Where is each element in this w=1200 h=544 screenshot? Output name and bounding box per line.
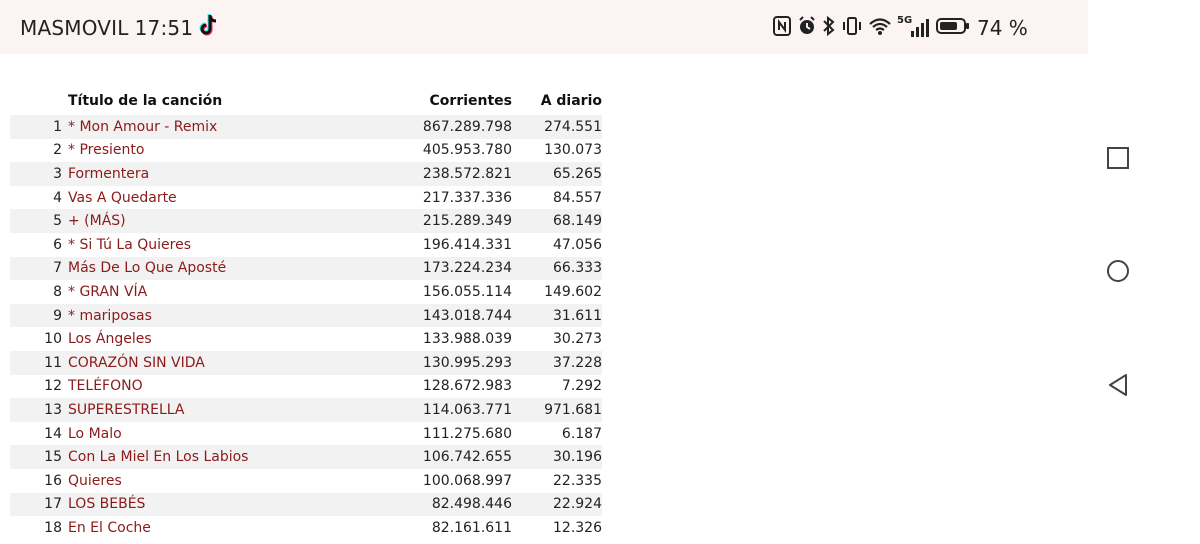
nfc-icon [772, 15, 792, 41]
song-title-link[interactable]: * GRAN VÍA [68, 283, 148, 300]
row-streams: 114.063.771 [410, 398, 512, 422]
row-daily: 274.551 [512, 115, 602, 139]
circle-icon [1106, 259, 1130, 283]
bluetooth-icon [822, 15, 836, 41]
row-daily: 68.149 [512, 209, 602, 233]
row-daily: 30.273 [512, 327, 602, 351]
table-row [10, 304, 602, 328]
clock-time: 17:51 [134, 15, 194, 40]
recents-button[interactable] [1106, 146, 1130, 170]
row-streams: 100.068.997 [410, 469, 512, 493]
carrier-name: MASMOVIL [20, 15, 129, 40]
table-row [10, 186, 602, 210]
row-streams: 173.224.234 [410, 257, 512, 281]
row-daily: 6.187 [512, 422, 602, 446]
wifi-icon [868, 15, 892, 41]
table-row [10, 280, 602, 304]
table-row [10, 422, 602, 446]
song-title-link[interactable]: SUPERESTRELLA [68, 401, 185, 418]
table-row [10, 233, 602, 257]
square-icon [1106, 146, 1130, 170]
row-rank: 13 [10, 398, 68, 422]
table-row [10, 257, 602, 281]
row-streams: 128.672.983 [410, 375, 512, 399]
row-daily: 65.265 [512, 162, 602, 186]
battery-icon [936, 15, 970, 41]
song-title-link[interactable]: En El Coche [68, 519, 151, 536]
row-streams: 130.995.293 [410, 351, 512, 375]
row-daily: 66.333 [512, 257, 602, 281]
row-streams: 82.498.446 [410, 493, 512, 517]
navigation-bar [1088, 0, 1200, 544]
rank-header [10, 86, 68, 115]
row-daily: 84.557 [512, 186, 602, 210]
row-daily: 22.335 [512, 469, 602, 493]
row-streams: 405.953.780 [410, 139, 512, 163]
battery-percent: 74 % [977, 16, 1028, 40]
table-row [10, 115, 602, 139]
row-rank: 5 [10, 209, 68, 233]
row-daily: 37.228 [512, 351, 602, 375]
row-streams: 238.572.821 [410, 162, 512, 186]
row-daily: 30.196 [512, 445, 602, 469]
row-streams: 156.055.114 [410, 280, 512, 304]
status-icons [772, 15, 1028, 41]
row-rank: 15 [10, 445, 68, 469]
song-title-link[interactable]: Lo Malo [68, 425, 122, 442]
table-row [10, 327, 602, 351]
row-streams: 82.161.611 [410, 516, 512, 540]
row-streams: 867.289.798 [410, 115, 512, 139]
network-type: 5G [897, 15, 913, 26]
song-title-link[interactable]: * mariposas [68, 307, 152, 324]
song-title-link[interactable]: * Presiento [68, 142, 145, 159]
table-row [10, 516, 602, 540]
vibrate-icon [841, 15, 863, 41]
songs-table [10, 86, 602, 540]
song-title-link[interactable]: + (MÁS) [68, 213, 126, 230]
song-title-link[interactable]: Formentera [68, 165, 150, 182]
row-daily: 971.681 [512, 398, 602, 422]
table-row [10, 162, 602, 186]
status-bar [0, 0, 1088, 54]
daily-header: A diario [540, 92, 602, 109]
row-daily: 149.602 [512, 280, 602, 304]
table-row [10, 493, 602, 517]
tiktok-icon [199, 14, 219, 41]
table-row [10, 209, 602, 233]
row-daily: 130.073 [512, 139, 602, 163]
title-header: Título de la canción [68, 92, 223, 109]
row-rank: 17 [10, 493, 68, 517]
song-title-link[interactable]: * Si Tú La Quieres [68, 236, 192, 253]
row-rank: 8 [10, 280, 68, 304]
row-rank: 3 [10, 162, 68, 186]
row-streams: 217.337.336 [410, 186, 512, 210]
song-title-link[interactable]: Más De Lo Que Aposté [68, 260, 227, 277]
triangle-back-icon [1106, 373, 1130, 397]
back-button[interactable] [1106, 373, 1130, 397]
table-row [10, 398, 602, 422]
row-rank: 10 [10, 327, 68, 351]
song-title-link[interactable]: * Mon Amour - Remix [68, 118, 218, 135]
song-title-link[interactable]: Quieres [68, 472, 122, 489]
row-streams: 111.275.680 [410, 422, 512, 446]
streams-header: Corrientes [429, 92, 512, 109]
table-row [10, 469, 602, 493]
row-daily: 22.924 [512, 493, 602, 517]
row-rank: 4 [10, 186, 68, 210]
row-rank: 14 [10, 422, 68, 446]
table-row [10, 445, 602, 469]
table-row [10, 139, 602, 163]
row-rank: 2 [10, 139, 68, 163]
table-row [10, 351, 602, 375]
row-rank: 7 [10, 257, 68, 281]
row-streams: 215.289.349 [410, 209, 512, 233]
song-title-link[interactable]: Con La Miel En Los Labios [68, 449, 249, 466]
row-rank: 18 [10, 516, 68, 540]
row-rank: 6 [10, 233, 68, 257]
table-header-row [10, 86, 602, 115]
table-body [10, 115, 602, 540]
row-streams: 196.414.331 [410, 233, 512, 257]
row-rank: 9 [10, 304, 68, 328]
row-daily: 12.326 [512, 516, 602, 540]
row-streams: 143.018.744 [410, 304, 512, 328]
table-row [10, 375, 602, 399]
signal-icon [897, 17, 931, 39]
row-streams: 133.988.039 [410, 327, 512, 351]
row-rank: 1 [10, 115, 68, 139]
row-daily: 47.056 [512, 233, 602, 257]
row-daily: 7.292 [512, 375, 602, 399]
row-daily: 31.611 [512, 304, 602, 328]
row-rank: 11 [10, 351, 68, 375]
row-rank: 12 [10, 375, 68, 399]
carrier-time [20, 14, 219, 41]
alarm-icon [797, 15, 817, 41]
row-rank: 16 [10, 469, 68, 493]
song-title-link[interactable]: LOS BEBÉS [68, 496, 146, 513]
song-title-link[interactable]: CORAZÓN SIN VIDA [68, 354, 205, 371]
song-title-link[interactable]: TELÉFONO [68, 378, 143, 395]
row-streams: 106.742.655 [410, 445, 512, 469]
home-button[interactable] [1106, 259, 1130, 283]
song-title-link[interactable]: Vas A Quedarte [68, 189, 177, 206]
song-title-link[interactable]: Los Ángeles [68, 331, 152, 348]
